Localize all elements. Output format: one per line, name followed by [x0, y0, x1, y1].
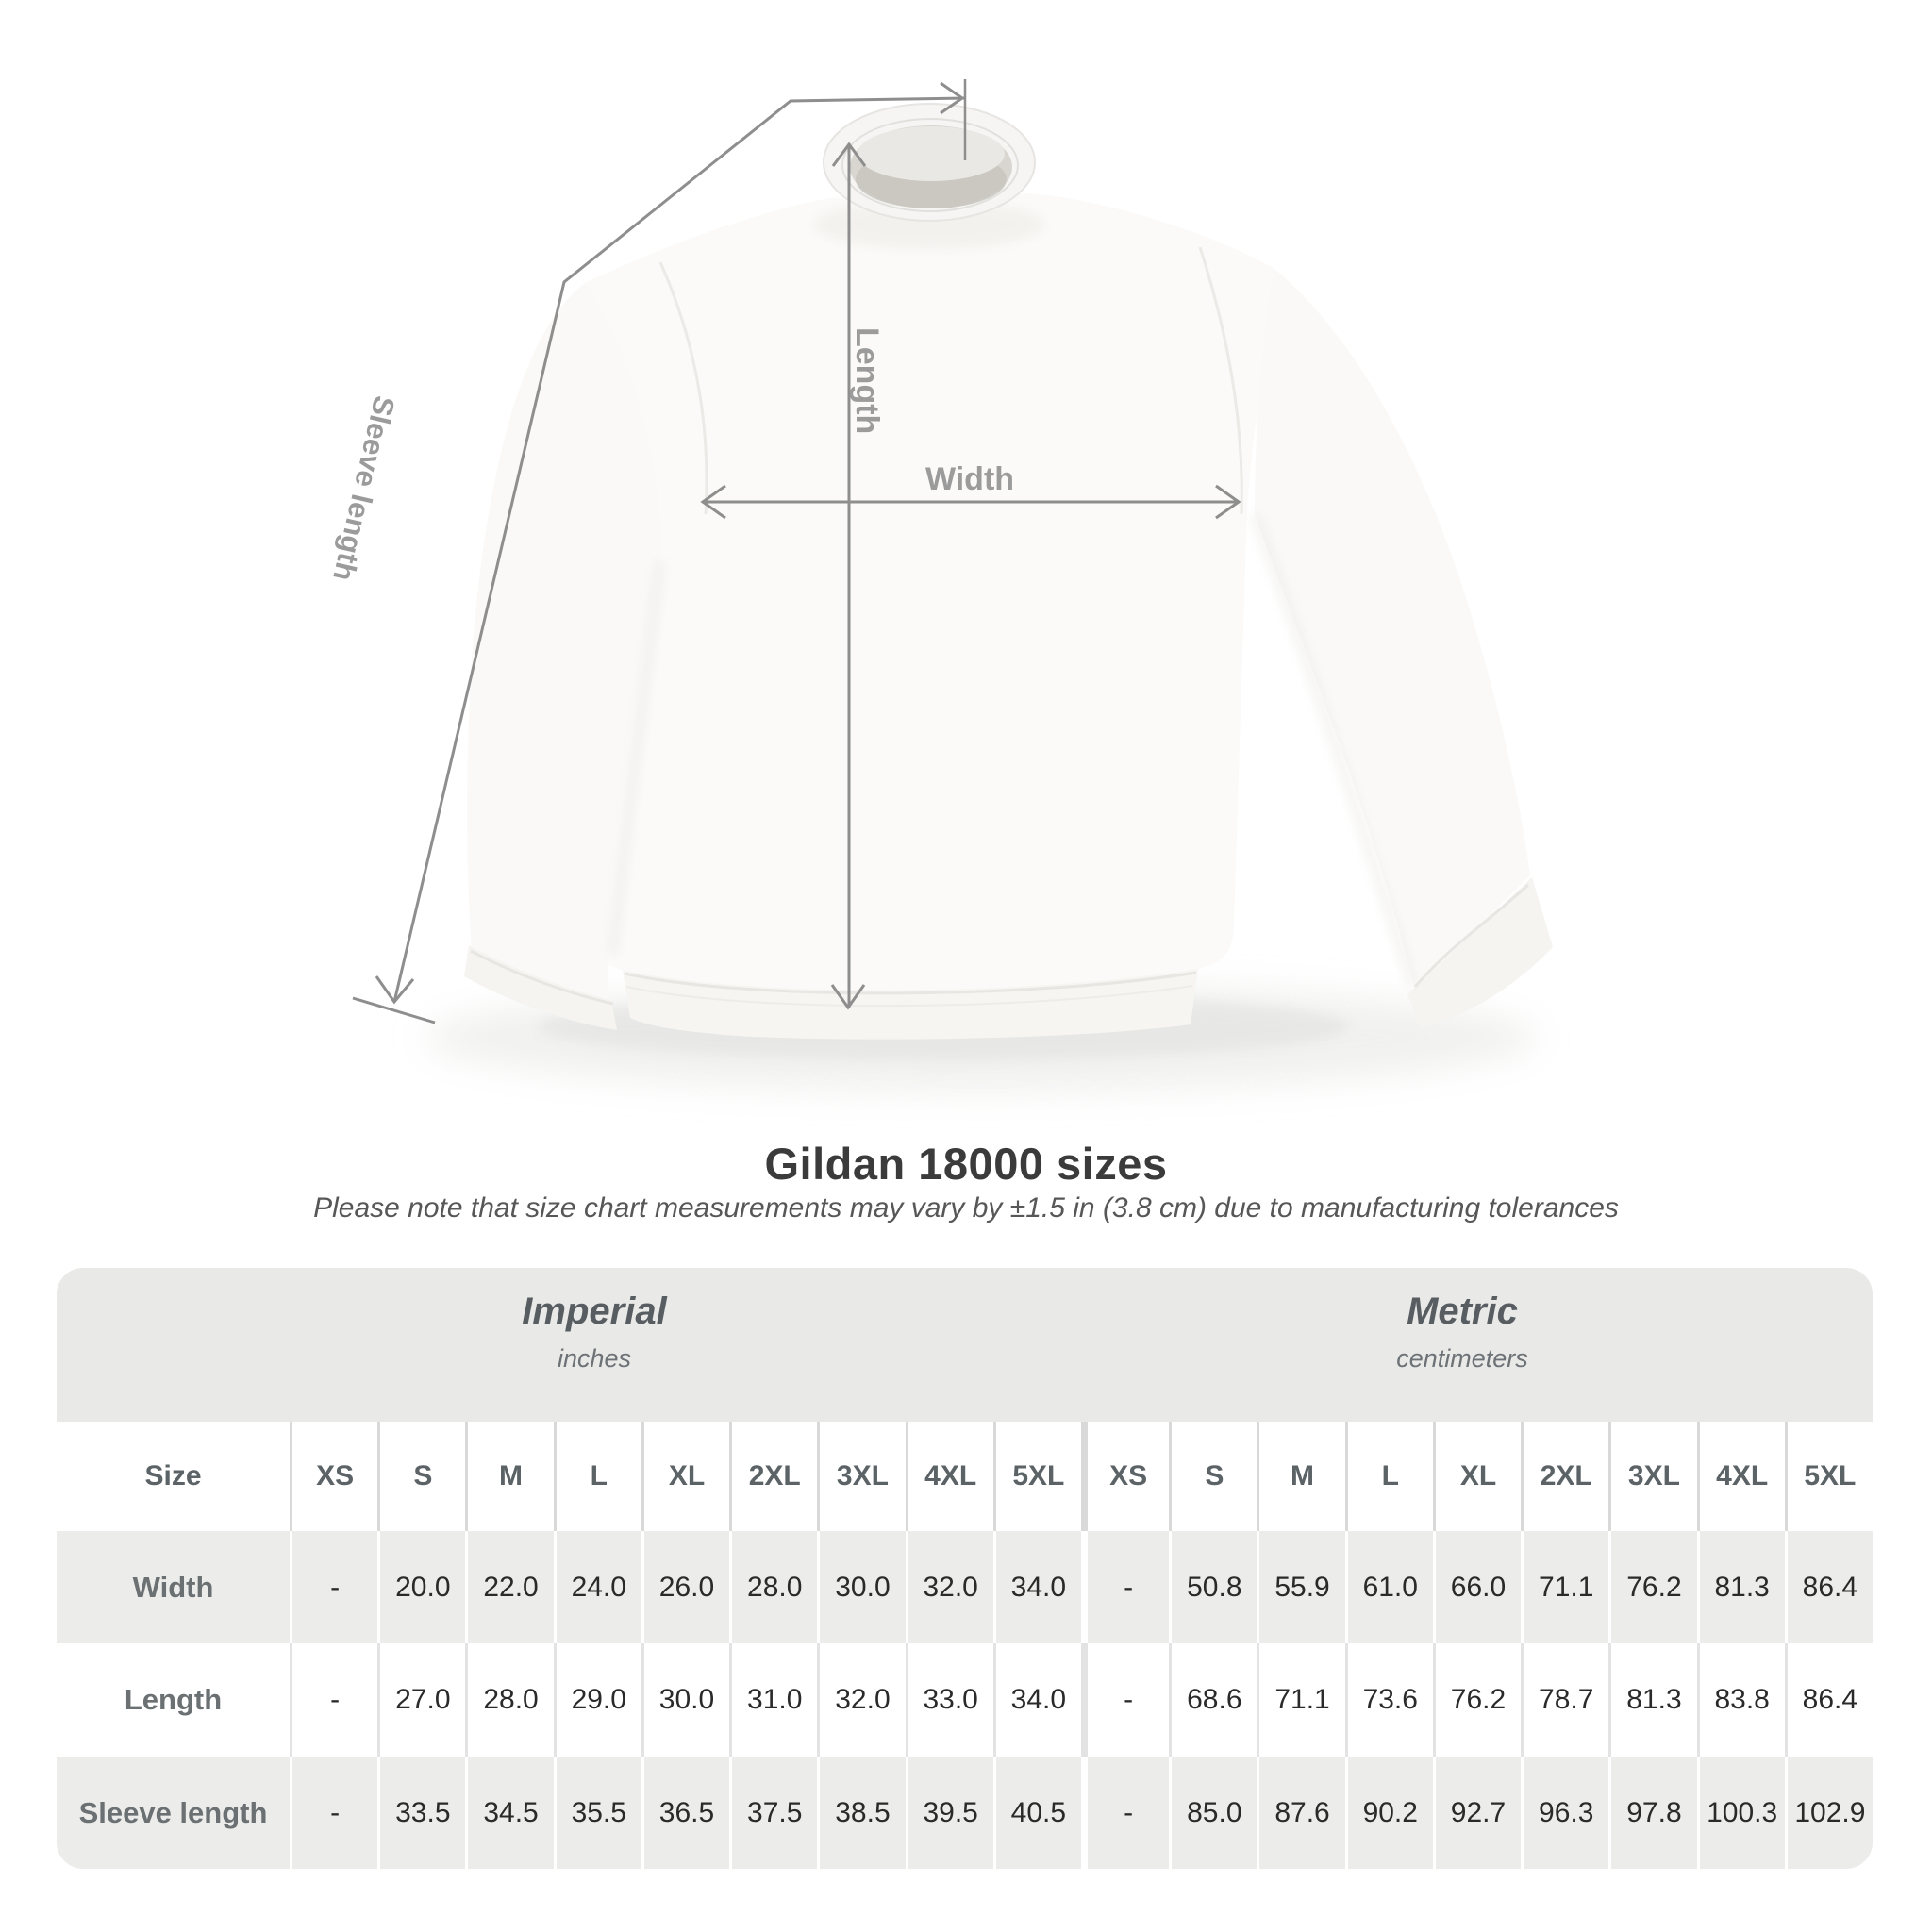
row-label: Width [57, 1531, 290, 1643]
table-value-cell: 32.0 [817, 1643, 905, 1757]
size-header-imperial-xs: XS [290, 1422, 377, 1531]
table-value-cell: 34.5 [465, 1757, 553, 1869]
size-header-metric-4xl: 4XL [1697, 1422, 1785, 1531]
table-value-cell: - [290, 1757, 377, 1869]
table-value-cell: 81.3 [1608, 1643, 1696, 1757]
table-value-cell: 76.2 [1608, 1531, 1696, 1643]
table-value-cell: 83.8 [1697, 1643, 1785, 1757]
size-header-imperial-2xl: 2XL [729, 1422, 817, 1531]
table-value-cell: 24.0 [554, 1531, 641, 1643]
table-value-cell: 66.0 [1433, 1531, 1521, 1643]
size-header-metric-5xl: 5XL [1785, 1422, 1873, 1531]
table-value-cell: 68.6 [1169, 1643, 1257, 1757]
size-header-imperial-m: M [465, 1422, 553, 1531]
table-value-cell: 31.0 [729, 1643, 817, 1757]
width-dimension-label: Width [924, 461, 1015, 497]
metric-label: Metric [1407, 1291, 1518, 1332]
table-value-cell: 50.8 [1169, 1531, 1257, 1643]
table-value-cell: 40.5 [993, 1757, 1081, 1869]
table-value-cell: 73.6 [1345, 1643, 1433, 1757]
table-value-cell: 27.0 [377, 1643, 465, 1757]
table-value-cell: 97.8 [1608, 1757, 1696, 1869]
table-value-cell: 30.0 [641, 1643, 729, 1757]
table-value-cell: 92.7 [1433, 1757, 1521, 1869]
table-value-cell: 37.5 [729, 1757, 817, 1869]
size-header-metric-xl: XL [1433, 1422, 1521, 1531]
sweatshirt-illustration [464, 104, 1553, 1040]
table-value-cell: 34.0 [993, 1643, 1081, 1757]
table-value-cell: 20.0 [377, 1531, 465, 1643]
size-header-metric-s: S [1169, 1422, 1257, 1531]
size-column-header: Size [57, 1422, 290, 1531]
table-value-cell: 86.4 [1785, 1531, 1873, 1643]
table-value-cell: 38.5 [817, 1757, 905, 1869]
table-value-cell: - [290, 1531, 377, 1643]
table-value-cell: 36.5 [641, 1757, 729, 1869]
size-header-metric-m: M [1257, 1422, 1344, 1531]
size-header-imperial-s: S [377, 1422, 465, 1531]
size-header-metric-3xl: 3XL [1608, 1422, 1696, 1531]
table-value-cell: 28.0 [465, 1643, 553, 1757]
size-grid [57, 1422, 1873, 1869]
size-header-imperial-3xl: 3XL [817, 1422, 905, 1531]
table-value-cell: - [1081, 1643, 1169, 1757]
imperial-group-header [522, 1291, 666, 1374]
table-value-cell: 29.0 [554, 1643, 641, 1757]
table-value-cell: 71.1 [1257, 1643, 1344, 1757]
table-value-cell: 33.0 [906, 1643, 993, 1757]
page-title: Gildan 18000 sizes [764, 1139, 1168, 1189]
table-value-cell: 71.1 [1521, 1531, 1608, 1643]
table-value-cell: - [1081, 1757, 1169, 1869]
table-value-cell: 34.0 [993, 1531, 1081, 1643]
size-chart-table [57, 1268, 1873, 1869]
metric-group-header [1396, 1291, 1528, 1374]
size-header-metric-l: L [1345, 1422, 1433, 1531]
table-value-cell: 35.5 [554, 1757, 641, 1869]
table-value-cell: 86.4 [1785, 1643, 1873, 1757]
table-value-cell: 39.5 [906, 1757, 993, 1869]
row-label: Length [57, 1643, 290, 1757]
table-value-cell: 102.9 [1785, 1757, 1873, 1869]
table-value-cell: 96.3 [1521, 1757, 1608, 1869]
table-value-cell: 90.2 [1345, 1757, 1433, 1869]
sleeve-dimension-label: Sleeve length [326, 392, 402, 585]
tolerance-note: Please note that size chart measurements may vary by ±1.5 in (3.8 cm) due to manufacturing tolerances [313, 1192, 1619, 1224]
table-value-cell: 30.0 [817, 1531, 905, 1643]
table-value-cell: - [1081, 1531, 1169, 1643]
table-value-cell: 26.0 [641, 1531, 729, 1643]
size-header-imperial-4xl: 4XL [906, 1422, 993, 1531]
size-header-metric-2xl: 2XL [1521, 1422, 1608, 1531]
table-value-cell: 32.0 [906, 1531, 993, 1643]
table-value-cell: 55.9 [1257, 1531, 1344, 1643]
table-value-cell: 33.5 [377, 1757, 465, 1869]
table-value-cell: 61.0 [1345, 1531, 1433, 1643]
size-header-metric-xs: XS [1081, 1422, 1169, 1531]
table-value-cell: 100.3 [1697, 1757, 1785, 1869]
unit-group-band [57, 1268, 1873, 1422]
length-dimension-label: Length [849, 327, 885, 435]
size-header-imperial-l: L [554, 1422, 641, 1531]
imperial-unit: inches [557, 1344, 632, 1373]
row-label: Sleeve length [57, 1757, 290, 1869]
table-value-cell: - [290, 1643, 377, 1757]
size-header-imperial-5xl: 5XL [993, 1422, 1081, 1531]
imperial-label: Imperial [522, 1291, 667, 1332]
table-value-cell: 28.0 [729, 1531, 817, 1643]
table-value-cell: 78.7 [1521, 1643, 1608, 1757]
table-value-cell: 81.3 [1697, 1531, 1785, 1643]
table-value-cell: 87.6 [1257, 1757, 1344, 1869]
table-value-cell: 76.2 [1433, 1643, 1521, 1757]
size-header-imperial-xl: XL [641, 1422, 729, 1531]
table-value-cell: 22.0 [465, 1531, 553, 1643]
metric-unit: centimeters [1396, 1344, 1528, 1373]
table-value-cell: 85.0 [1169, 1757, 1257, 1869]
